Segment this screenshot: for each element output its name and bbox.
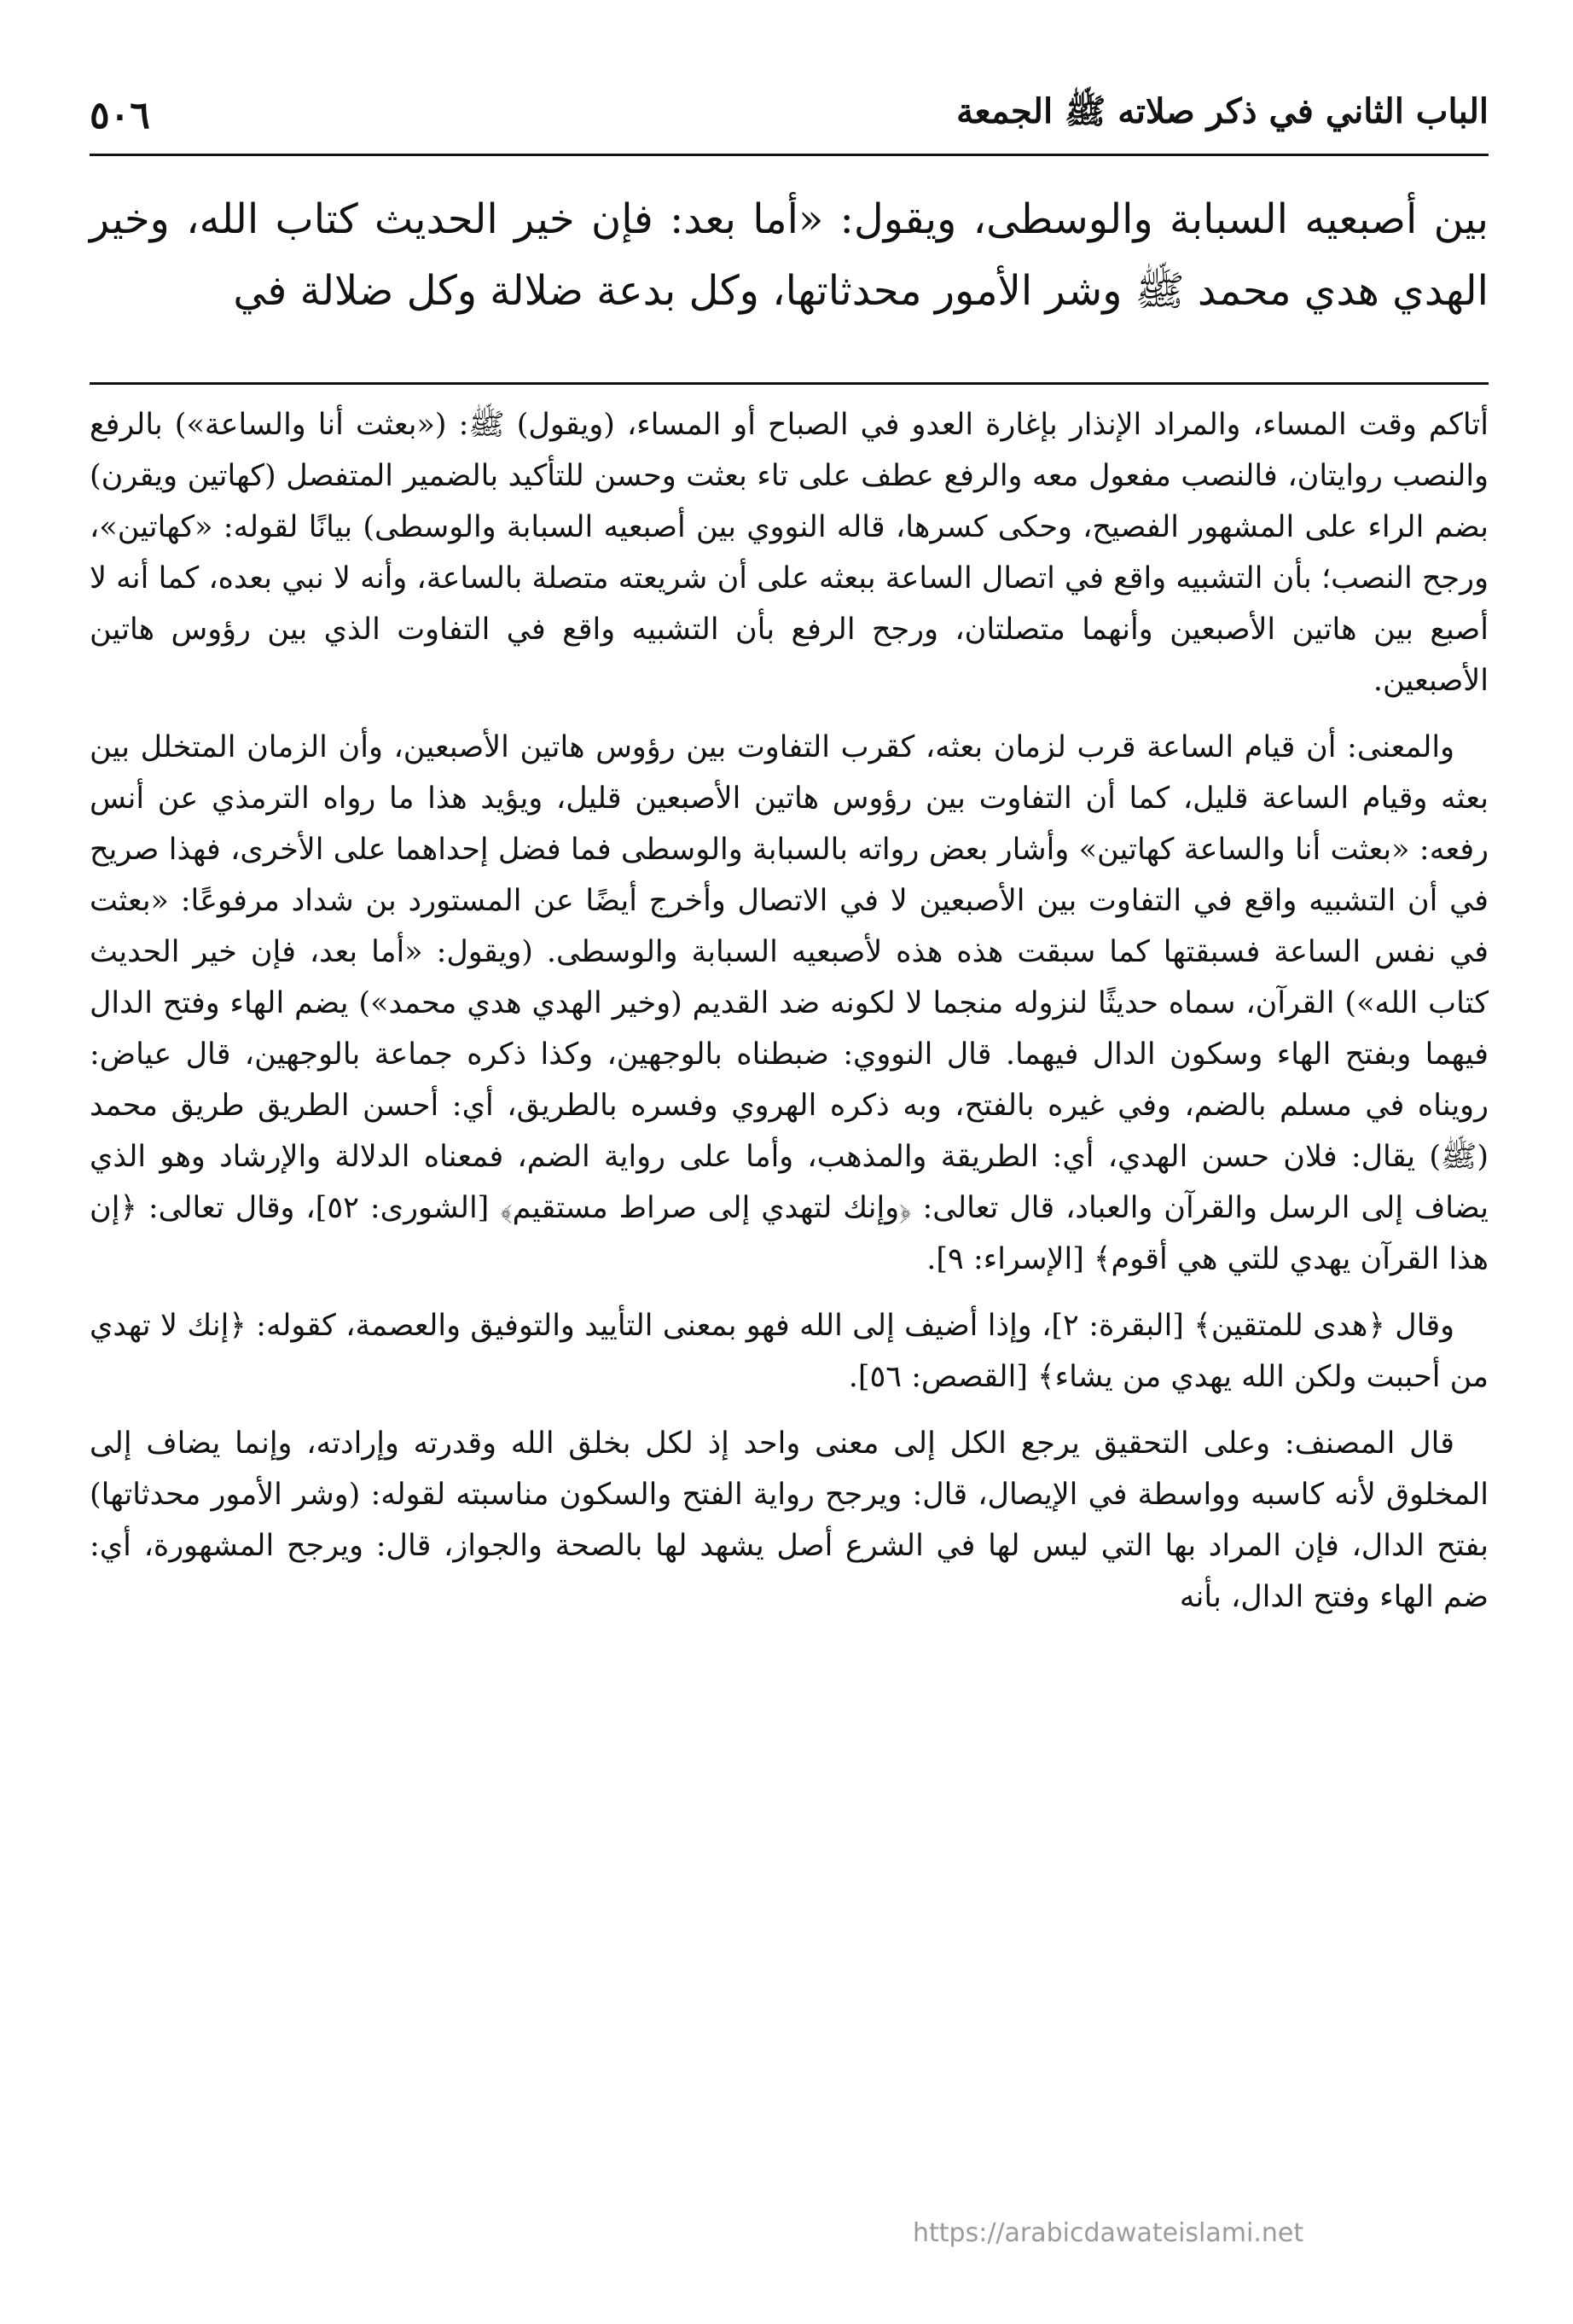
commentary-paragraph: والمعنى: أن قيام الساعة قرب لزمان بعثه، كقرب التفاوت بين رؤوس هاتين الأصبعين، وأن الزمان المتخلل بين بعثه وقيام الساعة قليل، كما أن التفاوت بين رؤوس هاتين الأصبعين قليل، ويؤيد هذا ما رواه الترمذي عن أنس رفعه: «بعثت أنا والساعة كهاتين» وأشار بعض رواته بالسبابة والوسطى فما فضل إحداهما على الأخرى، فهذا صريح في أن التشبيه واقع في التفاوت بين الأصبعين لا في الاتصال وأخرج أيضًا عن المستورد بن شداد مرفوعًا: «بعثت في نفس الساعة فسبقتها كما سبقت هذه هذه لأصبعيه السبابة والوسطى. (ويقول: «أما بعد، فإن خير الحديث كتاب الله») القرآن، سماه حديثًا لنزوله منجما لا لكونه ضد القديم (وخير الهدي هدي محمد») يضم الهاء وفتح الدال فيهما وبفتح الهاء وسكون الدال فيهما. قال النووي: ضبطناه بالوجهين، وكذا ذكره جماعة بالوجهين، قال عياض: رويناه في مسلم بالضم، وفي غيره بالفتح، وبه ذكره الهروي وفسره بالطريق، أي: أحسن الطريق طريق محمد (ﷺ) يقال: فلان حسن الهدي، أي: الطريقة والمذهب، وأما على رواية الضم، فمعناه الدلالة والإرشاد وهو الذي يضاف إلى الرسل والقرآن والعباد، قال تعالى: ﴿وإنك لتهدي إلى صراط مستقيم﴾ [الشورى: ٥٢]، وقال تعالى: ﴿إن هذا القرآن يهدي للتي هي أقوم﴾ [الإسراء: ٩].	[90, 730, 1489, 1276]
header-rule	[90, 154, 1489, 156]
page-number: ٥٠٦	[90, 93, 150, 137]
commentary-separator	[90, 382, 1489, 385]
watermark-url: https://arabicdawateislami.net	[913, 2218, 1304, 2248]
book-page	[90, 0, 1489, 2324]
chapter-title: الباب الثاني في ذكر صلاته ﷺ الجمعة	[956, 91, 1489, 131]
commentary-paragraph: أتاكم وقت المساء، والمراد الإنذار بإغارة العدو في الصباح أو المساء، (ويقول) ﷺ: («بعثت أنا والساعة») بالرفع والنصب روايتان، فالنصب مفعول معه والرفع عطف على تاء بعثت وحسن للتأكيد بالضمير المتفصل (كهاتين ويقرن) بضم الراء على المشهور الفصيح، وحكى كسرها، قاله النووي بين أصبعيه السبابة والوسطى) بيانًا لقوله: «كهاتين»، ورجح النصب؛ بأن التشبيه واقع في اتصال الساعة ببعثه على أن شريعته متصلة بالساعة، وأنه لا نبي بعده، كما أنه لا أصبع بين هاتين الأصبعين وأنهما متصلتان، ورجح الرفع بأن التشبيه واقع في التفاوت الذي بين رؤوس هاتين الأصبعين.	[90, 408, 1489, 698]
main-text: بين أصبعيه السبابة والوسطى، ويقول: «أما بعد: فإن خير الحديث كتاب الله، وخير الهدي هدي محمد ﷺ وشر الأمور محدثاتها، وكل بدعة ضلالة وكل ضلالة في	[90, 195, 1489, 315]
commentary-paragraph: قال المصنف: وعلى التحقيق يرجع الكل إلى معنى واحد إذ لكل بخلق الله وقدرته وإرادته، وإنما يضاف إلى المخلوق لأنه كاسبه وواسطة في الإيصال، قال: ويرجح رواية الفتح والسكون مناسبته لقوله: (وشر الأمور محدثاتها) بفتح الدال، فإن المراد بها التي ليس لها في الشرع أصل يشهد لها بالصحة والجواز، قال: ويرجح المشهورة، أي: ضم الهاء وفتح الدال، بأنه	[90, 1426, 1489, 1614]
commentary-paragraph: وقال ﴿هدى للمتقين﴾ [البقرة: ٢]، وإذا أضيف إلى الله فهو بمعنى التأييد والتوفيق والعصمة، كقوله: ﴿إنك لا تهدي من أحببت ولكن الله يهدي من يشاء﴾ [القصص: ٥٦].	[90, 1309, 1489, 1394]
commentary	[90, 399, 1489, 1638]
running-header	[90, 85, 1489, 145]
